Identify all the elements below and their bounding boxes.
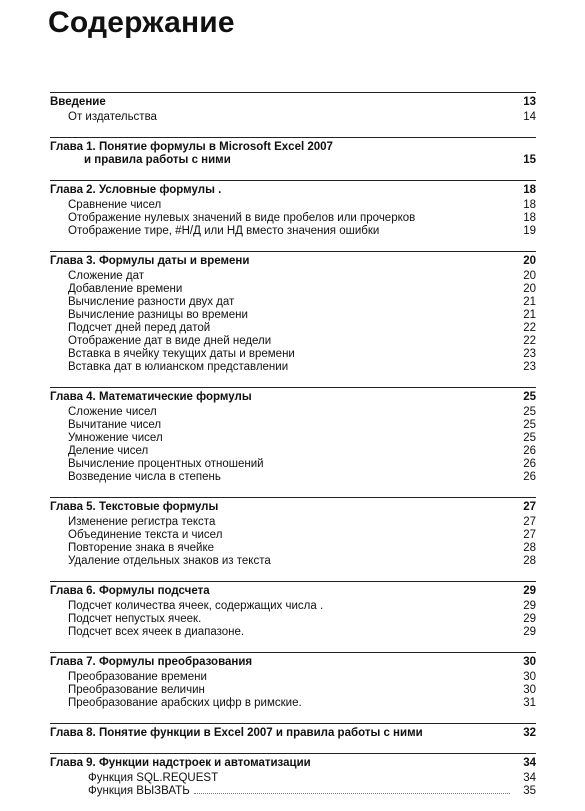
toc-entry[interactable] [50, 458, 536, 471]
page-number: 20 [523, 283, 536, 295]
chapter-entry[interactable] [50, 184, 536, 197]
page-number: 29 [523, 626, 536, 638]
page-number: 21 [523, 309, 536, 321]
entry-title: Повторение знака в ячейке [68, 542, 215, 554]
entry-title: Вставка в ячейку текущих даты и времени [68, 348, 295, 360]
page-number: 18 [523, 184, 536, 196]
entry-title: Преобразование времени [68, 671, 207, 683]
toc-entry[interactable] [50, 309, 536, 322]
page-number: 22 [523, 335, 536, 347]
chapter-entry[interactable] [50, 656, 536, 669]
entry-title: Сложение чисел [68, 406, 157, 418]
toc-section [50, 581, 536, 639]
entry-title: Вычисление процентных отношений [68, 458, 264, 470]
toc-entry[interactable] [50, 225, 536, 238]
chapter-title: Глава 4. Математические формулы [50, 391, 252, 403]
chapter-title: Глава 8. Понятие функции в Excel 2007 и правила работы с ними [50, 727, 423, 739]
toc-section [50, 180, 536, 238]
toc-entry[interactable] [50, 406, 536, 419]
chapter-title: Глава 3. Формулы даты и времени [50, 255, 250, 267]
toc-entry[interactable] [50, 542, 536, 555]
toc-entry[interactable] [50, 600, 536, 613]
toc-entry[interactable] [50, 613, 536, 626]
page-number: 23 [523, 361, 536, 373]
page-number: 23 [523, 348, 536, 360]
page-number: 30 [523, 684, 536, 696]
page-number: 35 [523, 785, 536, 797]
chapter-entry[interactable] [50, 255, 536, 268]
entry-title: Сравнение чисел [68, 199, 162, 211]
chapter-entry[interactable] [50, 96, 536, 109]
page-number: 29 [523, 585, 536, 597]
chapter-title: Глава 6. Формулы подсчета [50, 585, 210, 597]
page-number: 29 [523, 600, 536, 612]
toc-entry[interactable] [50, 270, 536, 283]
page-title: Содержание [48, 6, 235, 39]
toc-entry[interactable] [50, 555, 536, 568]
toc-section [50, 251, 536, 374]
toc-section [50, 387, 536, 484]
table-of-contents [50, 92, 536, 811]
entry-title: Отображение дат в виде дней недели [68, 335, 272, 347]
toc-section [50, 497, 536, 568]
entry-title: Умножение чисел [68, 432, 163, 444]
entry-title: Подсчет всех ячеек в диапазоне. [68, 626, 245, 638]
toc-section [50, 753, 536, 798]
page-number: 19 [523, 225, 536, 237]
entry-title: От издательства [68, 111, 157, 123]
toc-entry[interactable] [50, 322, 536, 335]
toc-entry[interactable] [50, 785, 536, 798]
page-number: 34 [523, 772, 536, 784]
page-number: 26 [523, 471, 536, 483]
page-number: 25 [523, 391, 536, 403]
page-number: 29 [523, 613, 536, 625]
page-number: 20 [523, 270, 536, 282]
entry-title: Удаление отдельных знаков из текста [68, 555, 271, 567]
entry-title: Функция SQL.REQUEST [88, 772, 219, 784]
entry-title: Деление чисел [68, 445, 149, 457]
chapter-title: Глава 2. Условные формулы . [50, 184, 222, 196]
toc-section [50, 723, 536, 740]
chapter-title: Глава 9. Функции надстроек и автоматизации [50, 757, 311, 769]
entry-title: Вычисление разницы во времени [68, 309, 248, 321]
entry-title: Добавление времени [68, 283, 183, 295]
toc-entry[interactable] [50, 212, 536, 225]
page-number: 25 [523, 406, 536, 418]
page-number: 31 [523, 697, 536, 709]
toc-entry[interactable] [50, 697, 536, 710]
chapter-title: Глава 1. Понятие формулы в Microsoft Excel 2007 [50, 141, 333, 153]
page-number: 30 [523, 656, 536, 668]
page-number: 14 [523, 111, 536, 123]
toc-entry[interactable] [50, 671, 536, 684]
chapter-entry[interactable] [50, 727, 536, 740]
entry-title: Преобразование арабских цифр в римские. [68, 697, 302, 709]
toc-entry[interactable] [50, 419, 536, 432]
page-number: 34 [523, 757, 536, 769]
page-number: 21 [523, 296, 536, 308]
toc-entry[interactable] [50, 529, 536, 542]
toc-entry[interactable] [50, 626, 536, 639]
page-number: 32 [523, 727, 536, 739]
toc-entry[interactable] [50, 111, 536, 124]
entry-title: Объединение текста и чисел [68, 529, 223, 541]
entry-title: Подсчет непустых ячеек. [68, 613, 202, 625]
toc-section [50, 652, 536, 710]
toc-section [50, 92, 536, 124]
toc-entry[interactable] [50, 684, 536, 697]
chapter-entry[interactable] [50, 585, 536, 598]
toc-entry[interactable] [50, 348, 536, 361]
chapter-entry[interactable] [50, 391, 536, 404]
toc-entry[interactable] [50, 471, 536, 484]
entry-title: Изменение регистра текста [68, 516, 216, 528]
entry-title: Вычисление разности двух дат [68, 296, 235, 308]
toc-entry[interactable] [50, 199, 536, 212]
page-number: 28 [523, 555, 536, 567]
toc-entry[interactable] [50, 361, 536, 374]
toc-entry[interactable] [50, 296, 536, 309]
page-number: 26 [523, 458, 536, 470]
page-number: 25 [523, 432, 536, 444]
toc-entry[interactable] [50, 516, 536, 529]
toc-entry[interactable] [50, 445, 536, 458]
dot-leader [194, 793, 510, 794]
page-number: 26 [523, 445, 536, 457]
page-number: 28 [523, 542, 536, 554]
entry-title: Вычитание чисел [68, 419, 162, 431]
entry-title: Вставка дат в юлианском представлении [68, 361, 289, 373]
page-number: 27 [523, 516, 536, 528]
entry-title: Сложение дат [68, 270, 144, 282]
page-number: 15 [523, 154, 536, 166]
page-number: 30 [523, 671, 536, 683]
chapter-entry[interactable] [50, 141, 536, 167]
page-number: 18 [523, 212, 536, 224]
chapter-title: Введение [50, 96, 106, 108]
entry-title: Возведение числа в степень [68, 471, 221, 483]
page-number: 27 [523, 501, 536, 513]
toc-entry[interactable] [50, 432, 536, 445]
toc-entry[interactable] [50, 772, 536, 785]
entry-title: Подсчет количества ячеек, содержащих числа . [68, 600, 324, 612]
page-number: 13 [523, 96, 536, 108]
chapter-entry[interactable] [50, 757, 536, 770]
chapter-entry[interactable] [50, 501, 536, 514]
entry-title: Отображение нулевых значений в виде пробелов или прочерков [68, 212, 416, 224]
page-number: 27 [523, 529, 536, 541]
page-number: 18 [523, 199, 536, 211]
page-number: 20 [523, 255, 536, 267]
chapter-title: Глава 7. Формулы преобразования [50, 656, 253, 668]
chapter-title-continued: и правила работы с ними [84, 154, 231, 166]
entry-title: Функция ВЫЗВАТЬ [88, 785, 190, 797]
toc-entry[interactable] [50, 335, 536, 348]
entry-title: Подсчет дней перед датой [68, 322, 211, 334]
page-number: 22 [523, 322, 536, 334]
entry-title: Отображение тире, #Н/Д или НД вместо значения ошибки [68, 225, 380, 237]
chapter-title: Глава 5. Текстовые формулы [50, 501, 219, 513]
entry-title: Преобразование величин [68, 684, 205, 696]
toc-entry[interactable] [50, 283, 536, 296]
toc-section [50, 137, 536, 167]
page-number: 25 [523, 419, 536, 431]
